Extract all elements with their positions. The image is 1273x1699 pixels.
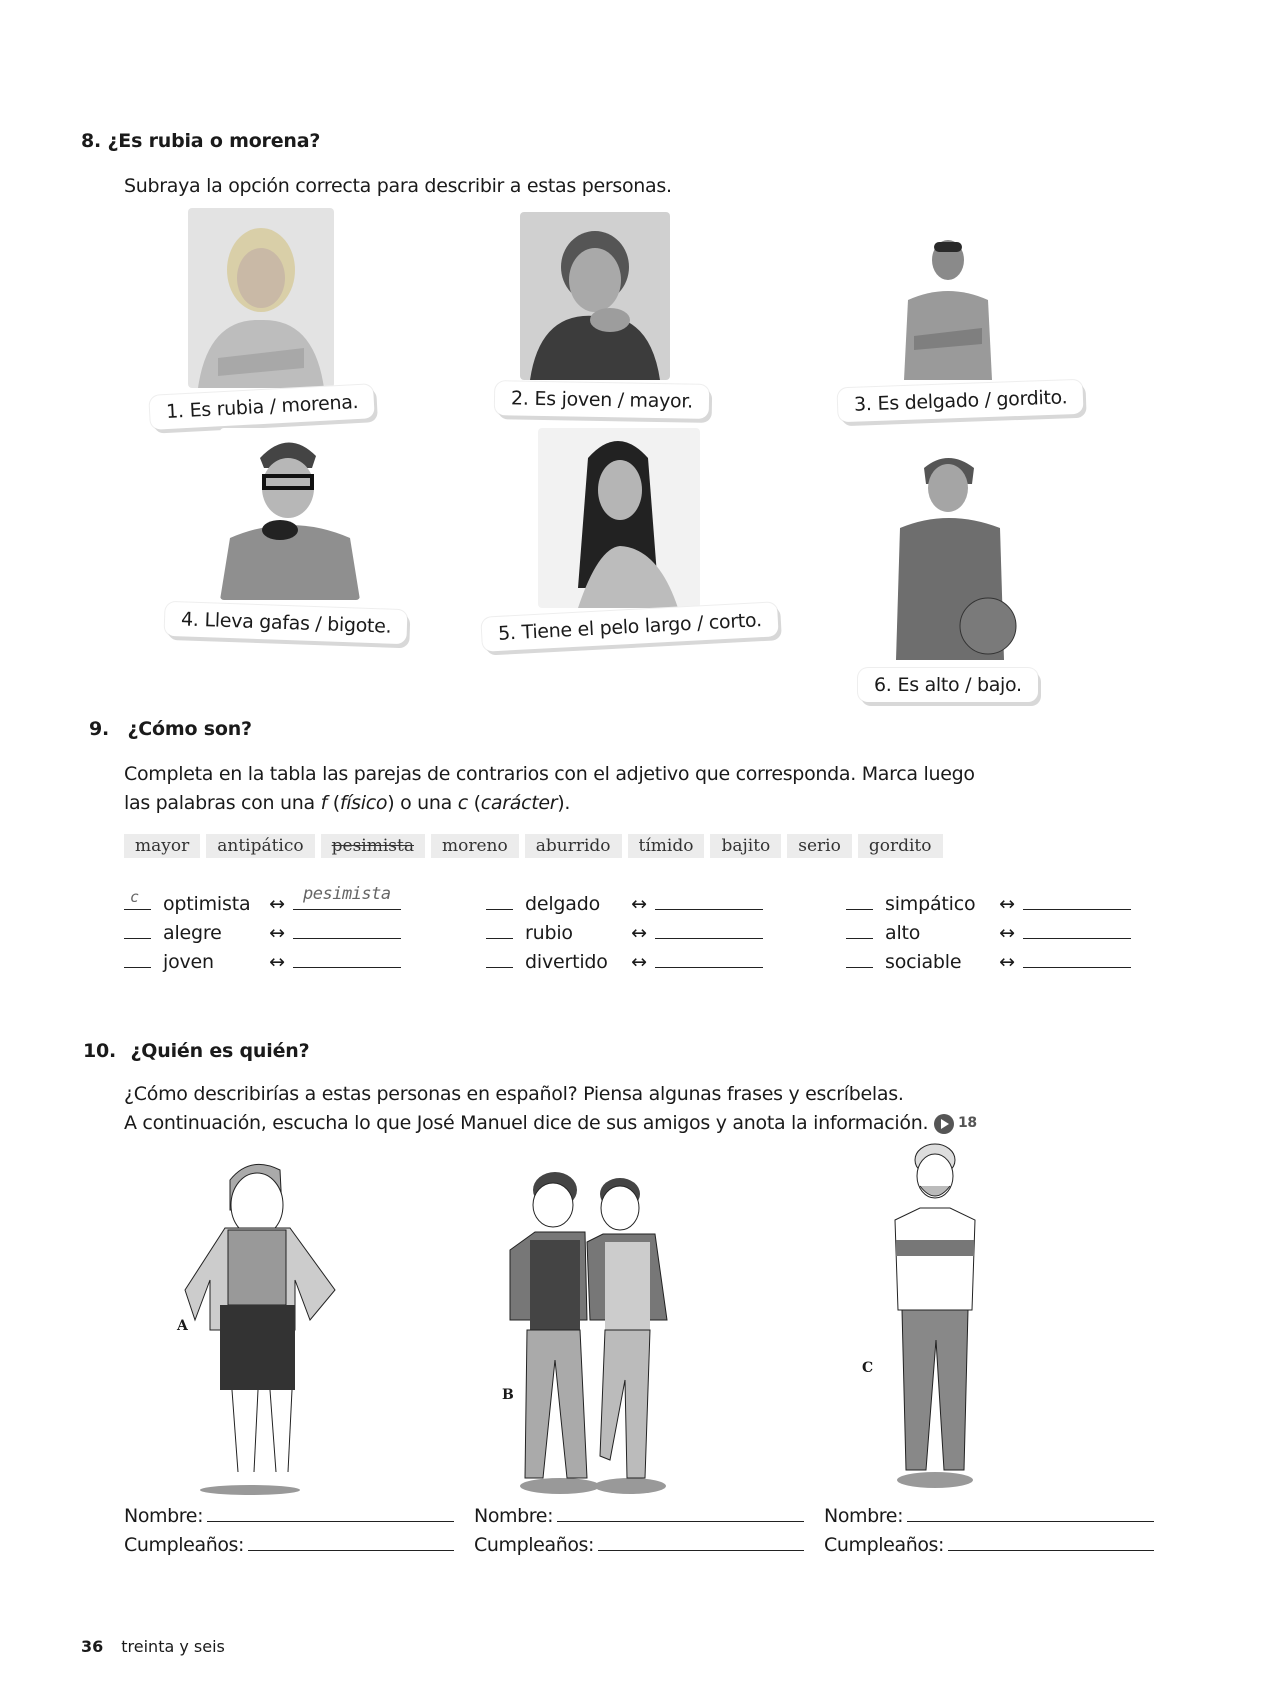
exercise-heading: ¿Es rubia o morena? — [107, 130, 321, 152]
caption-3 — [837, 380, 1083, 423]
exercise-number: 8. — [81, 130, 102, 152]
name-field[interactable] — [207, 1504, 454, 1522]
birthday-field[interactable] — [248, 1533, 454, 1551]
pairs-column-1 — [124, 884, 401, 977]
exercise-10-instruction — [124, 1080, 977, 1138]
birthday-field[interactable] — [948, 1533, 1154, 1551]
word-chip[interactable]: serio — [787, 834, 852, 858]
illustration-label-a: A — [177, 1318, 188, 1334]
pair-row — [846, 890, 1131, 919]
exercise-9-title — [89, 718, 252, 740]
adjective: alto — [885, 922, 921, 944]
opposite-arrow-icon: ↔ — [269, 922, 285, 944]
pairs-column-2 — [486, 890, 763, 977]
birthday-label: Cumpleaños: — [124, 1534, 245, 1556]
word-chip[interactable]: gordito — [858, 834, 943, 858]
caption-text[interactable]: Es alto / bajo. — [897, 674, 1022, 696]
pair-row — [846, 919, 1131, 948]
word-chip-used[interactable]: pesimista — [321, 834, 425, 858]
birthday-row — [124, 1533, 454, 1562]
exercise-number: 9. — [89, 718, 110, 740]
opposite-arrow-icon: ↔ — [999, 893, 1015, 915]
caption-text[interactable]: Tiene el pelo largo / corto. — [521, 609, 763, 644]
type-mark-field[interactable] — [124, 919, 151, 939]
exercise-10-title — [83, 1040, 309, 1062]
instruction-text: A continuación, escucha lo que José Manuel dice de sus amigos y anota la información. — [124, 1112, 929, 1134]
name-label: Nombre: — [824, 1505, 904, 1527]
opposite-arrow-icon: ↔ — [269, 951, 285, 973]
page-number: 36 — [81, 1637, 104, 1656]
type-mark-field[interactable] — [486, 890, 513, 910]
name-field[interactable] — [557, 1504, 804, 1522]
opposite-answer-field[interactable] — [1023, 948, 1131, 968]
name-label: Nombre: — [124, 1505, 204, 1527]
type-mark-field[interactable] — [846, 890, 873, 910]
instruction-c: c — [457, 792, 468, 814]
opposite-answer-field[interactable] — [293, 884, 401, 910]
type-mark-field[interactable] — [846, 948, 873, 968]
photo-young-man — [900, 232, 996, 380]
birthday-field[interactable] — [598, 1533, 804, 1551]
handwritten-answer: pesimista — [303, 884, 391, 904]
exercise-number: 10. — [83, 1040, 117, 1062]
caption-4 — [164, 602, 407, 644]
name-field[interactable] — [907, 1504, 1154, 1522]
opposite-answer-field[interactable] — [293, 919, 401, 939]
type-mark-field[interactable] — [486, 919, 513, 939]
birthday-label: Cumpleaños: — [474, 1534, 595, 1556]
name-label: Nombre: — [474, 1505, 554, 1527]
adjective: rubio — [525, 922, 573, 944]
pair-row — [846, 948, 1131, 977]
pair-row — [124, 919, 401, 948]
pair-row — [486, 890, 763, 919]
photo-blonde-woman — [188, 208, 334, 388]
opposite-answer-field[interactable] — [655, 948, 763, 968]
instruction-caracter: carácter — [480, 792, 558, 814]
instruction-line-2 — [124, 1109, 977, 1138]
caption-text[interactable]: Es joven / mayor. — [534, 387, 694, 413]
opposite-arrow-icon: ↔ — [631, 951, 647, 973]
handwritten-mark: c — [130, 888, 139, 906]
name-row — [124, 1504, 454, 1533]
opposite-answer-field[interactable] — [655, 890, 763, 910]
opposite-arrow-icon: ↔ — [269, 893, 285, 915]
type-mark-field[interactable] — [124, 948, 151, 968]
illustration-label-c: C — [862, 1360, 874, 1376]
caption-number: 5. — [497, 622, 517, 645]
adjective: optimista — [163, 893, 251, 915]
birthday-row — [824, 1533, 1154, 1562]
pair-row — [486, 919, 763, 948]
opposite-answer-field[interactable] — [655, 919, 763, 939]
caption-number: 2. — [510, 387, 529, 410]
word-bank — [124, 834, 943, 858]
opposite-arrow-icon: ↔ — [999, 951, 1015, 973]
play-icon — [934, 1114, 954, 1134]
word-chip[interactable]: mayor — [124, 834, 200, 858]
audio-track-number: 18 — [957, 1115, 977, 1131]
word-chip[interactable]: antipático — [206, 834, 314, 858]
exercise-8-title — [81, 130, 320, 152]
exercise-heading: ¿Quién es quién? — [130, 1040, 310, 1062]
opposite-answer-field[interactable] — [1023, 890, 1131, 910]
photo-older-woman — [520, 212, 670, 380]
type-mark-field[interactable] — [846, 919, 873, 939]
illustration-person-c — [880, 1140, 990, 1490]
instruction-text: o una — [394, 792, 458, 814]
instruction-line-1: Completa en la tabla las parejas de contrarios con el adjetivo que corresponda. Marca luego — [124, 763, 975, 785]
exercise-heading: ¿Cómo son? — [127, 718, 252, 740]
caption-6 — [858, 668, 1038, 702]
type-mark-field[interactable] — [124, 890, 151, 910]
form-person-b — [474, 1504, 804, 1562]
adjective: simpático — [885, 893, 976, 915]
photo-long-hair-woman — [538, 428, 700, 608]
illustration-people-b — [505, 1160, 675, 1495]
word-chip[interactable]: aburrido — [525, 834, 622, 858]
pair-row — [486, 948, 763, 977]
caption-text[interactable]: Es delgado / gordito. — [877, 386, 1068, 415]
audio-track-button[interactable] — [934, 1109, 977, 1138]
caption-2 — [495, 381, 709, 419]
page-footer — [81, 1637, 225, 1656]
caption-5 — [481, 602, 778, 651]
exercise-9-instruction — [124, 760, 975, 818]
form-person-c — [824, 1504, 1154, 1562]
adjective: sociable — [885, 951, 962, 973]
illustration-label-b: B — [502, 1387, 514, 1403]
opposite-arrow-icon: ↔ — [631, 922, 647, 944]
photo-basketball-player — [876, 448, 1026, 660]
instruction-f: f — [320, 792, 327, 814]
caption-text[interactable]: Es rubia / morena. — [189, 390, 359, 422]
word-chip[interactable]: moreno — [431, 834, 519, 858]
pair-row — [124, 948, 401, 977]
adjective: joven — [163, 951, 214, 973]
instruction-fisico: físico — [339, 792, 388, 814]
word-chip[interactable]: bajito — [710, 834, 781, 858]
type-mark-field[interactable] — [486, 948, 513, 968]
name-row — [474, 1504, 804, 1533]
caption-1 — [149, 384, 375, 430]
caption-text[interactable]: Lleva gafas / bigote. — [204, 609, 392, 638]
opposite-answer-field[interactable] — [293, 948, 401, 968]
pairs-column-3 — [846, 890, 1131, 977]
word-chip[interactable]: tímido — [628, 834, 705, 858]
opposite-arrow-icon: ↔ — [631, 893, 647, 915]
instruction-line-1: ¿Cómo describirías a estas personas en español? Piensa algunas frases y escríbelas. — [124, 1083, 904, 1105]
instruction-line-2: las palabras con una f (físico) o una c (carácter). — [124, 792, 571, 814]
caption-number: 4. — [180, 608, 199, 631]
birthday-label: Cumpleaños: — [824, 1534, 945, 1556]
photo-boy-glasses — [220, 428, 360, 600]
caption-number: 1. — [165, 400, 185, 424]
form-person-a — [124, 1504, 454, 1562]
adjective: alegre — [163, 922, 222, 944]
adjective: divertido — [525, 951, 608, 973]
adjective: delgado — [525, 893, 601, 915]
caption-number: 3. — [853, 393, 872, 416]
caption-number: 6. — [874, 674, 892, 696]
pair-row — [124, 884, 401, 919]
opposite-answer-field[interactable] — [1023, 919, 1131, 939]
page-number-words: treinta y seis — [121, 1637, 225, 1656]
birthday-row — [474, 1533, 804, 1562]
name-row — [824, 1504, 1154, 1533]
opposite-arrow-icon: ↔ — [999, 922, 1015, 944]
instruction-text: las palabras con una — [124, 792, 321, 814]
exercise-8-instruction: Subraya la opción correcta para describir a estas personas. — [124, 175, 672, 197]
illustration-person-a — [170, 1150, 360, 1495]
